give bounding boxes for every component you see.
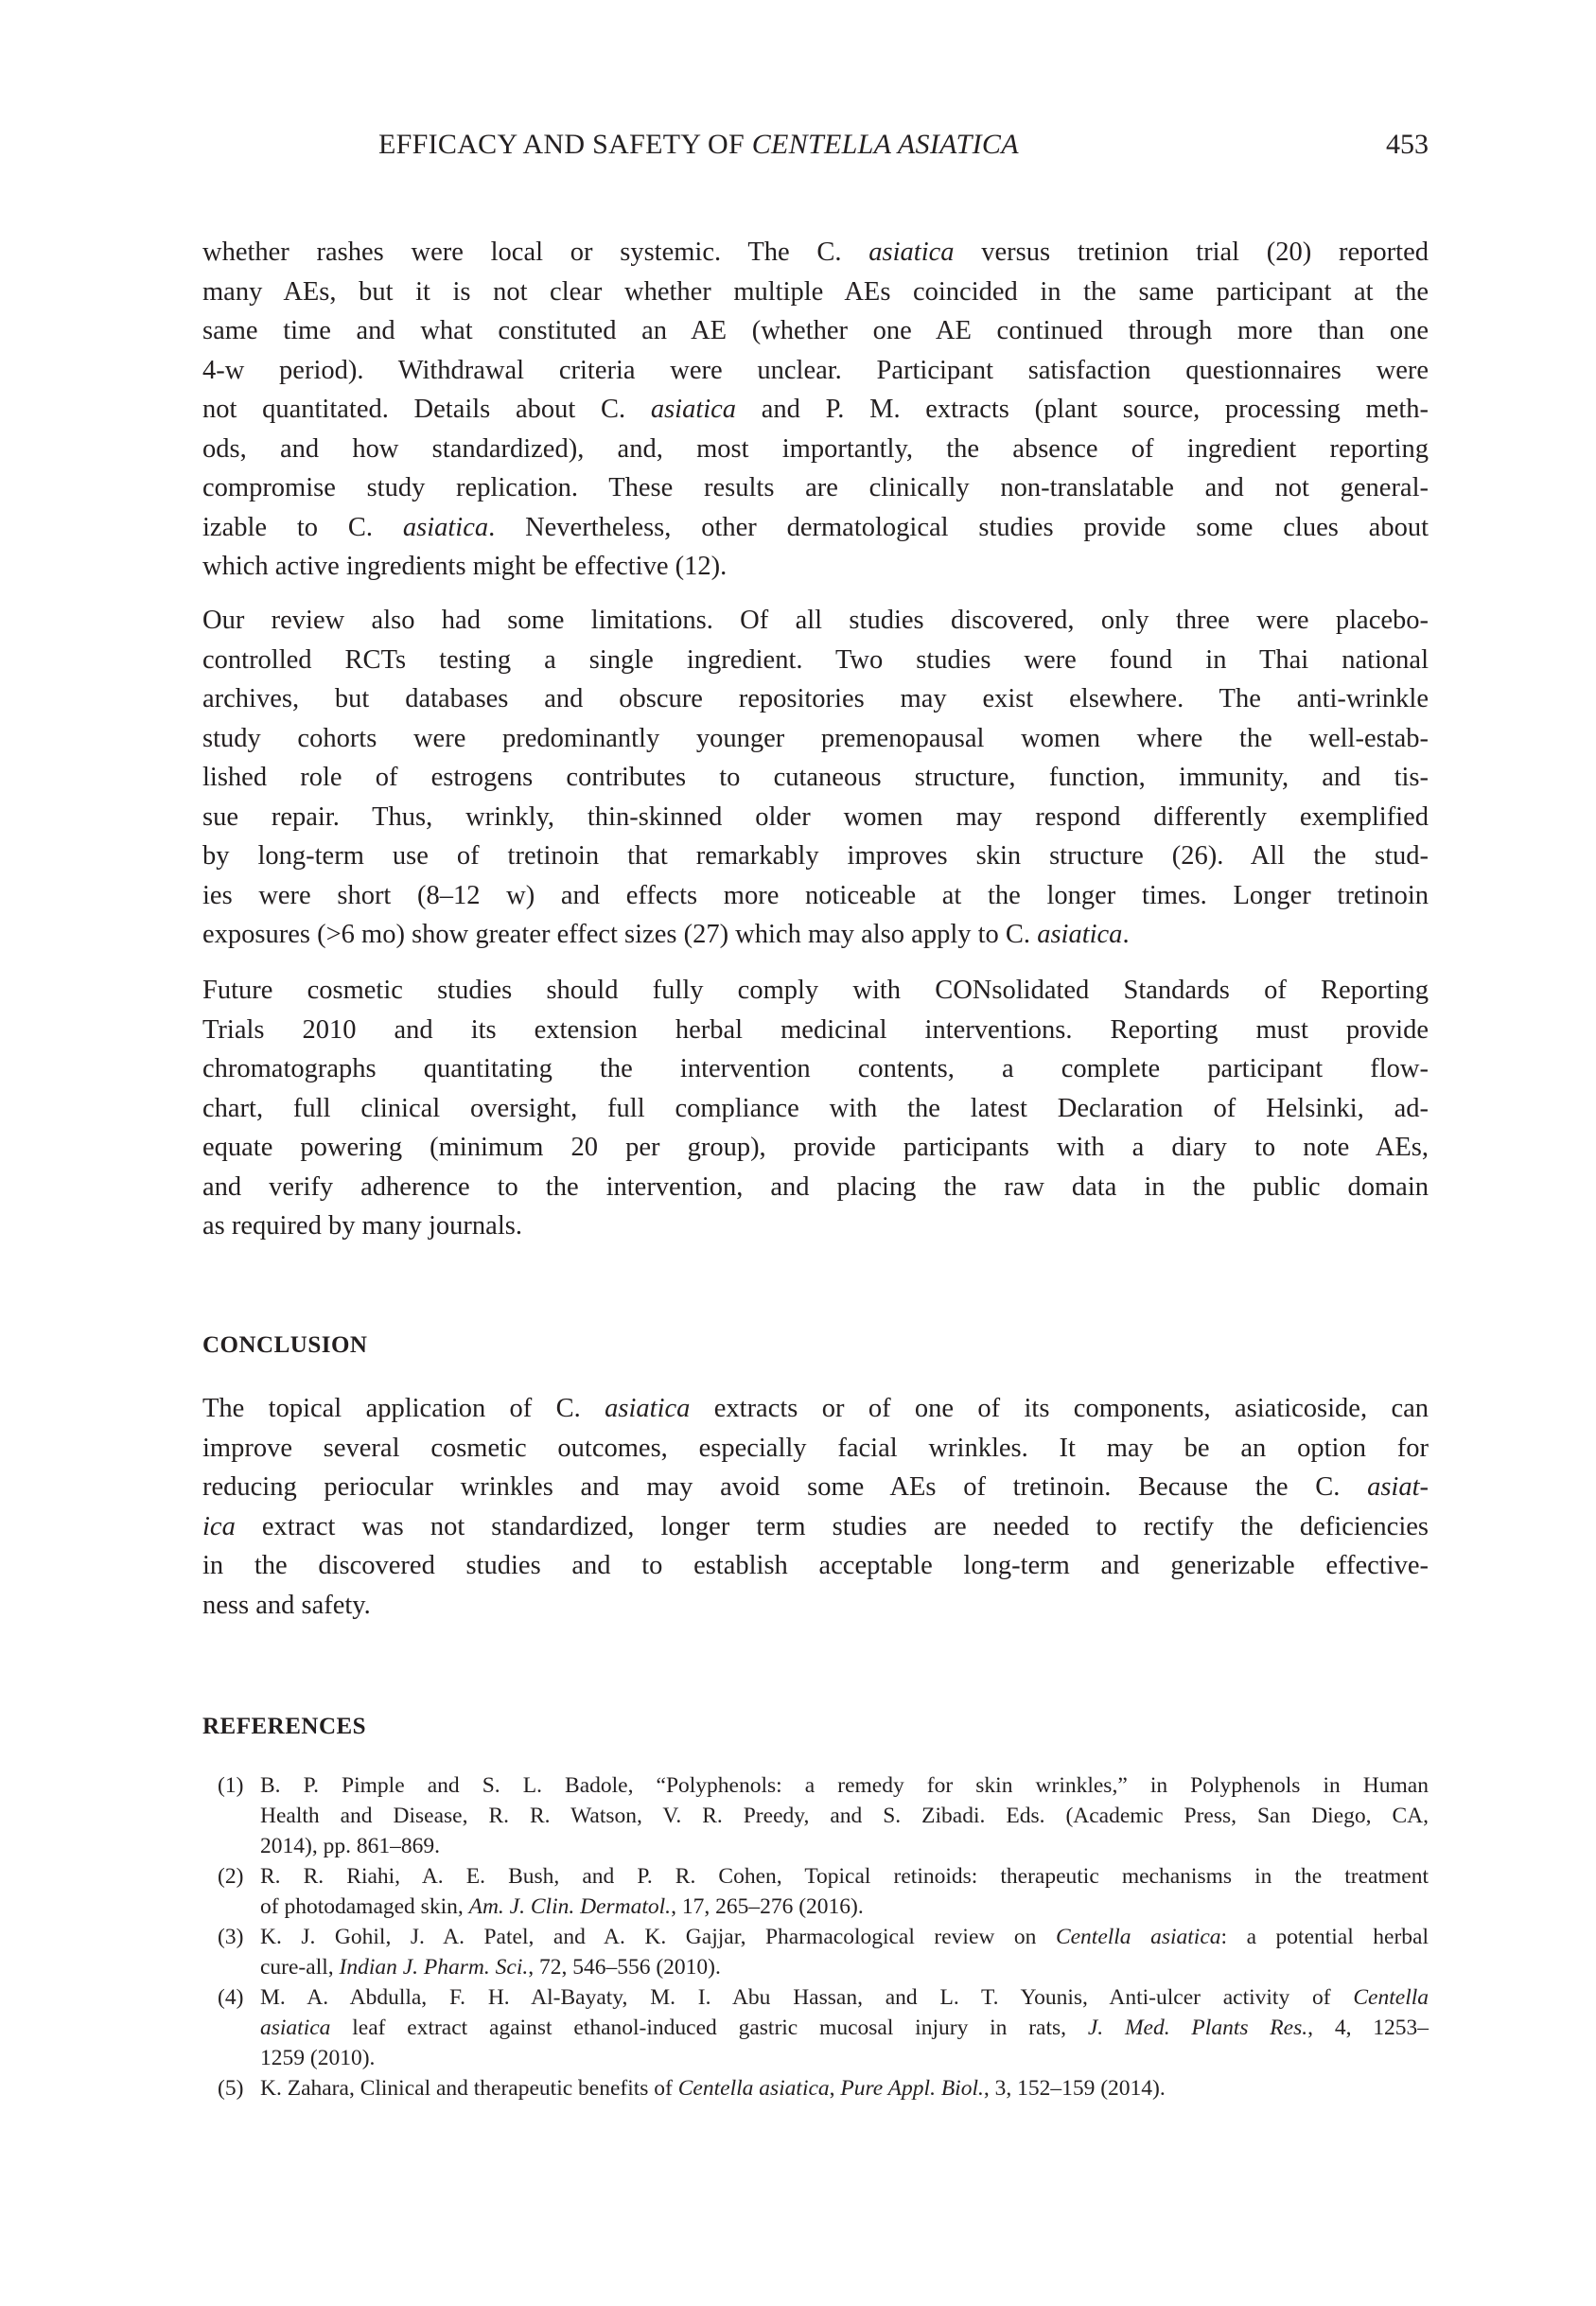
text-segment: B. P. Pimple and S. L. Badole, “Polyphenols: a remedy for skin wrinkles,” in Polyphenols in Human — [260, 1773, 1429, 1798]
italic-text: ica — [202, 1511, 236, 1541]
text-segment: : a potential herbal — [1220, 1925, 1429, 1949]
italic-text: asiatica — [260, 2016, 331, 2040]
text-segment: by long-term use of tretinoin that remarkably improves skin structure (26). All the stud- — [202, 841, 1429, 871]
text-segment: K. Zahara, Clinical and therapeutic benefits of — [260, 2076, 678, 2101]
text-segment: in the discovered studies and to establish acceptable long-term and generizable effective- — [202, 1551, 1429, 1580]
text-line — [202, 1586, 1429, 1626]
text-segment: The topical application of C. — [202, 1394, 605, 1423]
text-segment: which active ingredients might be effective (12). — [202, 552, 728, 581]
text-line — [202, 601, 1429, 641]
text-line — [202, 311, 1429, 351]
reference-number: (3) — [218, 1925, 244, 1949]
text-line — [202, 641, 1429, 680]
references-heading: REFERENCES — [202, 1714, 367, 1739]
text-line — [202, 233, 1429, 273]
text-segment: many AEs, but it is not clear whether multiple AEs coincided in the same participant at the — [202, 276, 1429, 307]
reference-list — [202, 1770, 1429, 2104]
text-line — [260, 1801, 1429, 1831]
text-line — [202, 1049, 1429, 1089]
text-line — [202, 915, 1429, 955]
text-segment: not quantitated. Details about C. — [202, 395, 651, 424]
reference-number: (2) — [218, 1864, 244, 1889]
text-segment: , 3, 152–159 (2014). — [983, 2076, 1166, 2101]
text-line — [260, 2073, 1429, 2104]
text-line — [260, 1770, 1429, 1801]
text-segment: Future cosmetic studies should fully comply with CONsolidated Standards of Reporting — [202, 976, 1429, 1005]
text-line — [202, 876, 1429, 916]
text-line — [260, 1982, 1429, 2013]
text-segment: same time and what constituted an AE (whether one AE continued through more than one — [202, 316, 1429, 345]
text-line — [202, 1546, 1429, 1586]
text-segment: equate powering (minimum 20 per group), provide participants with a diary to note AEs, — [202, 1133, 1429, 1162]
reference-item — [202, 2073, 1429, 2104]
reference-item — [202, 1922, 1429, 1982]
body-paragraph-3 — [202, 971, 1429, 1246]
text-line — [202, 1206, 1429, 1246]
conclusion-heading: CONCLUSION — [202, 1332, 368, 1358]
text-segment: lished role of estrogens contributes to cutaneous structure, function, immunity, and tis- — [202, 763, 1429, 792]
text-line — [260, 1861, 1429, 1892]
italic-text: Centella — [1353, 1985, 1429, 2010]
text-line — [202, 430, 1429, 469]
text-segment: , — [829, 2076, 841, 2101]
text-line — [202, 273, 1429, 312]
text-line — [202, 971, 1429, 1011]
text-segment: . Nevertheless, other dermatological studies provide some clues about — [488, 512, 1429, 542]
text-segment: chromatographs quantitating the intervention contents, a complete participant flow- — [202, 1054, 1429, 1083]
text-segment: M. A. Abdulla, F. H. Al-Bayaty, M. I. Abu Hassan, and L. T. Younis, Anti-ulcer activity of — [260, 1985, 1354, 2010]
text-segment: 1259 (2010). — [260, 2046, 376, 2070]
text-segment: Health and Disease, R. R. Watson, V. R. Preedy, and S. Zibadi. Eds. (Academic Press, San Diego, CA, — [260, 1804, 1429, 1828]
italic-text: asiatica — [402, 512, 489, 542]
text-segment: leaf extract against ethanol-induced gastric mucosal injury in rats, — [330, 2016, 1088, 2040]
text-line — [260, 1952, 1429, 1982]
text-line — [202, 1168, 1429, 1207]
text-line — [202, 836, 1429, 876]
reference-item — [202, 1982, 1429, 2073]
text-line — [202, 390, 1429, 430]
text-segment: study cohorts were predominantly younger premenopausal women where the well-estab- — [202, 723, 1429, 753]
text-segment: chart, full clinical oversight, full compliance with the latest Declaration of Helsinki, ad- — [202, 1093, 1429, 1123]
text-segment: , 17, 265–276 (2016). — [671, 1894, 864, 1919]
text-line — [202, 758, 1429, 798]
running-head — [378, 129, 1019, 161]
running-head-text: EFFICACY AND SAFETY OF — [378, 129, 752, 160]
text-segment: controlled RCTs testing a single ingredient. Two studies were found in Thai national — [202, 644, 1429, 675]
italic-text: Indian J. Pharm. Sci. — [339, 1955, 529, 1980]
text-line — [202, 1128, 1429, 1168]
text-segment: whether rashes were local or systemic. The C. — [202, 238, 869, 267]
body-paragraph-1 — [202, 233, 1429, 587]
text-segment: , 72, 546–556 (2010). — [528, 1955, 721, 1980]
text-segment: exposures (>6 mo) show greater effect sizes (27) which may also apply to C. — [202, 920, 1038, 949]
text-line — [202, 798, 1429, 837]
text-segment: extract was not standardized, longer term studies are needed to rectify the deficiencies — [235, 1511, 1429, 1541]
text-segment: improve several cosmetic outcomes, especially facial wrinkles. It may be an option for — [202, 1433, 1429, 1463]
reference-item — [202, 1770, 1429, 1861]
italic-text: asiatica — [605, 1394, 691, 1423]
text-line — [202, 1468, 1429, 1507]
italic-text: asiat- — [1367, 1472, 1429, 1502]
text-line — [202, 351, 1429, 391]
text-segment: 4-w period). Withdrawal criteria were unclear. Participant satisfaction questionnaires were — [202, 355, 1429, 385]
text-segment: sue repair. Thus, wrinkly, thin-skinned older women may respond differently exemplified — [202, 801, 1429, 832]
text-segment: ods, and how standardized), and, most importantly, the absence of ingredient reporting — [202, 433, 1429, 464]
italic-text: J. Med. Plants Res. — [1087, 2016, 1308, 2040]
text-segment: , 4, 1253– — [1307, 2016, 1429, 2040]
italic-text: asiatica — [868, 238, 955, 267]
text-segment: reducing periocular wrinkles and may avoid some AEs of tretinoin. Because the C. — [202, 1472, 1368, 1502]
italic-text: Am. J. Clin. Dermatol. — [468, 1894, 672, 1919]
text-segment: cure-all, — [260, 1955, 340, 1980]
reference-number: (4) — [218, 1985, 244, 2010]
text-line — [202, 1011, 1429, 1050]
text-line — [202, 1507, 1429, 1547]
text-line — [202, 719, 1429, 759]
text-segment: izable to C. — [202, 512, 403, 542]
text-segment: 2014), pp. 861–869. — [260, 1834, 440, 1858]
italic-text: Pure Appl. Biol. — [840, 2076, 984, 2101]
text-segment: K. J. Gohil, J. A. Patel, and A. K. Gajjar, Pharmacological review on — [260, 1925, 1056, 1949]
text-line — [260, 2043, 1429, 2073]
text-line — [202, 468, 1429, 508]
text-segment: compromise study replication. These results are clinically non-translatable and not general- — [202, 473, 1429, 502]
text-segment: extracts or of one of its components, asiaticoside, can — [690, 1394, 1429, 1423]
reference-number: (5) — [218, 2076, 244, 2101]
italic-text: Centella asiatica — [677, 2076, 830, 2101]
text-segment: R. R. Riahi, A. E. Bush, and P. R. Cohen, Topical retinoids: therapeutic mechanisms in the treatment — [260, 1864, 1429, 1889]
text-segment: archives, but databases and obscure repositories may exist elsewhere. The anti-wrinkle — [202, 684, 1429, 713]
text-line — [202, 508, 1429, 548]
text-line — [202, 1429, 1429, 1469]
text-line — [202, 547, 1429, 587]
reference-item — [202, 1861, 1429, 1922]
page-number: 453 — [1386, 129, 1429, 160]
text-segment: Our review also had some limitations. Of all studies discovered, only three were placebo- — [202, 606, 1429, 635]
text-segment: versus tretinion trial (20) reported — [954, 238, 1429, 267]
italic-text: Centella asiatica — [1055, 1925, 1221, 1949]
body-paragraph-2 — [202, 601, 1429, 955]
running-head-italic: CENTELLA ASIATICA — [751, 129, 1019, 160]
text-line — [202, 679, 1429, 719]
text-segment: Trials 2010 and its extension herbal medicinal interventions. Reporting must provide — [202, 1014, 1429, 1045]
text-segment: and P. M. extracts (plant source, processing meth- — [736, 395, 1429, 424]
text-line — [260, 2013, 1429, 2043]
text-segment: of photodamaged skin, — [260, 1894, 469, 1919]
conclusion-paragraph — [202, 1389, 1429, 1625]
italic-text: asiatica — [1037, 920, 1123, 949]
text-line — [260, 1892, 1429, 1922]
text-line — [202, 1089, 1429, 1129]
text-line — [260, 1922, 1429, 1952]
text-line — [202, 1389, 1429, 1429]
reference-number: (1) — [218, 1773, 244, 1798]
text-segment: . — [1122, 920, 1130, 949]
text-segment: and verify adherence to the intervention, and placing the raw data in the public domain — [202, 1171, 1429, 1202]
text-segment: as required by many journals. — [202, 1211, 522, 1241]
text-line — [260, 1831, 1429, 1861]
italic-text: asiatica — [650, 395, 737, 424]
text-segment: ies were short (8–12 w) and effects more noticeable at the longer times. Longer tretinoin — [202, 880, 1429, 910]
text-segment: ness and safety. — [202, 1590, 371, 1620]
